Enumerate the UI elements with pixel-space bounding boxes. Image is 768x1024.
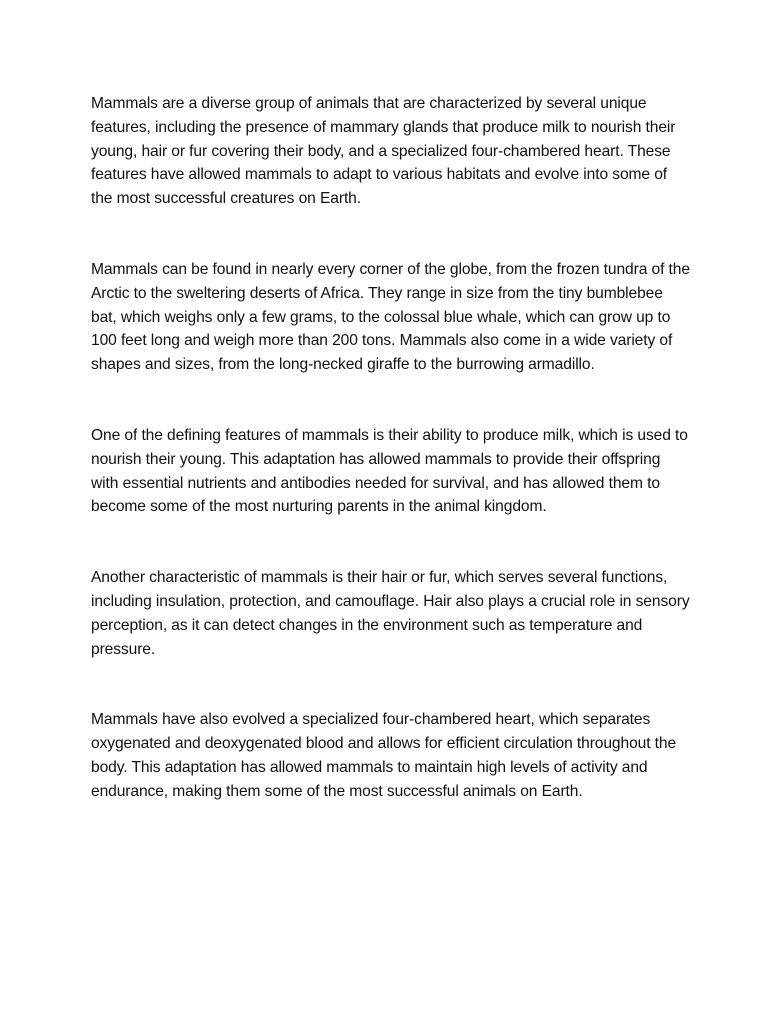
paragraph-habitat-size: Mammals can be found in nearly every corner of the globe, from the frozen tundra of the Arctic to the sweltering deserts of Africa. They range in size from the tiny bumblebee bat, which weighs only a few grams, to the colossal blue whale, which can grow up to 100 feet long and weigh more than 200 tons. Mammals also come in a wide variety of shapes and sizes, from the long-necked giraffe to the burrowing armadillo. <box>91 260 690 374</box>
paragraph-heart: Mammals have also evolved a specialized four-chambered heart, which separates oxygenated and deoxygenated blood and allows for efficient circulation throughout the body. This adaptation has allowed mammals to maintain high levels of activity and endurance, making them some of the most successful animals on Earth. <box>91 711 677 800</box>
paragraph-intro: Mammals are a diverse group of animals that are characterized by several unique features, including the presence of mammary glands that produce milk to nourish their young, hair or fur covering their body, and a specialized four-chambered heart. These features have allowed mammals to adapt to various habitats and evolve into some of the most successful creatures on Earth. <box>91 95 676 208</box>
paragraph-hair-fur: Another characteristic of mammals is their hair or fur, which serves several functions, including insulation, protection, and camouflage. Hair also plays a crucial role in sensory perception, as it can detect changes in the environment such as temperature and pressure. <box>91 569 690 658</box>
document-body <box>91 92 691 851</box>
paragraph-milk: One of the defining features of mammals is their ability to produce milk, which is used to nourish their young. This adaptation has allowed mammals to provide their offspring with essential nutrients and antibodies needed for survival, and has allowed them to become some of the most nurturing parents in the animal kingdom. <box>91 426 688 516</box>
